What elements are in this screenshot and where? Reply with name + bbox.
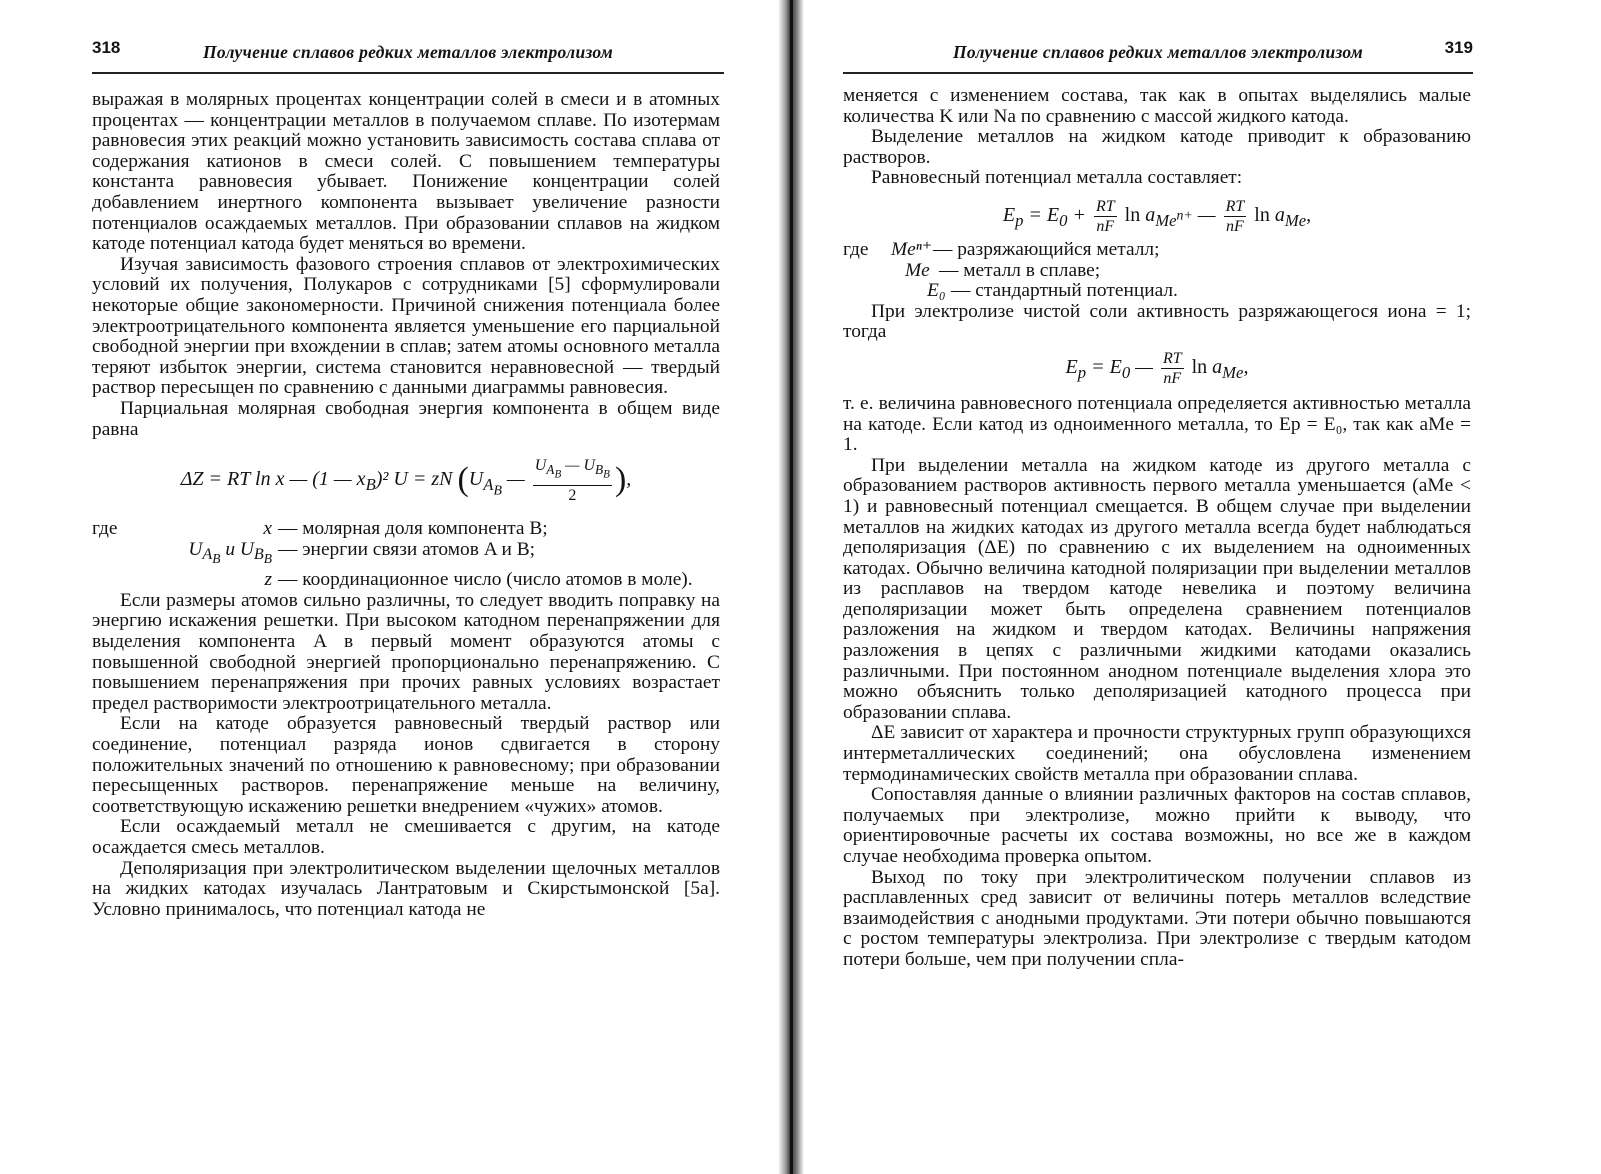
formula-1-part-a: ΔZ = RT ln x — (1 — x <box>180 468 366 491</box>
where-text-e0: — стандартный потенциал. <box>951 280 1178 302</box>
right-paragraph-5: т. е. величина равновесного потенциала определяется активностью металла на катоде. Если катод из одноименного металла, то Eр = E₀, так как aMe = 1. <box>843 392 1471 456</box>
right-paragraph-9: Выход по току при электролитическом получении сплавов из расплавленных сред зависит от величины потерь металлов вследствие взаимодействия с анодными продуктами. Эти потери обычно повышаются с ростом температуры электролиза. При электролизе с твердым катодом потери больше, чем при получении спла- <box>843 866 1471 970</box>
right-paragraph-8: Сопоставляя данные о влиянии различных факторов на состав сплавов, получаемых при электролизе, можно прийти к выводу, что ориентировочные расчеты их состава возможны, но все же в каждом случае необходима проверка опытом. <box>843 784 1471 867</box>
where-text-x: — молярная доля компонента B; <box>278 517 548 539</box>
right-paragraph-1: меняется с изменением состава, так как в опытах выделялись малые количества K или Na по сравнению с массой жидкого катода. <box>843 85 1471 127</box>
right-page-header <box>843 38 1473 74</box>
left-paragraph-1: выражая в молярных процентах концентрации солей в смеси и в атомных процентах — концентрации металлов в получаемом сплаве. По изотермам равновесия этих реакций можно установить зависимость состава сплава от содержания катионов в смеси солей. С повышением температуры константа равновесия убывает. Понижение концентрации солей добавлением инертного компонента вызывает увеличение разности потенциалов осаждаемых металлов. При образовании сплавов на жидком катоде потенциал катода будет меняться во времени. <box>92 89 720 255</box>
right-paragraph-6: При выделении металла на жидком катоде из другого металла с образованием растворов активность первого металла уменьшается (aMe < 1) и равновесный потенциал смещается. В общем случае при выделении металлов на жидких катодах из другого металла всегда будет наблюдаться деполяризация (ΔE) по сравнению с их выделением на одноименных катодах. Обычно величина катодной поляризации при выделении металлов из расплавов на твердом катоде невелика и поэтому величина деполяризации может быть определена сравнением потенциалов разложения на жидком и твердом катодах. Величины напряжения разложения в цепях с различными жидкими катодами оказались различными. При постоянном анодном потенциале выделения хлора это можно объяснить только деполяризацией катодного процесса при образовании сплава. <box>843 454 1471 723</box>
where-symbol-z: z <box>264 569 272 591</box>
right-where-label: где <box>843 238 869 260</box>
where-symbol-u: U <box>188 538 203 560</box>
left-page <box>0 0 790 1174</box>
gutter-shadow <box>790 0 793 1174</box>
left-page-number: 318 <box>92 38 121 57</box>
left-where-block: где x — молярная доля компонента B; $U_{A_B}$ и $U_{B_B}$ — энергии связи атомов A и B; z — координационное число (число атомов в моле). <box>92 519 720 591</box>
where-text-me: — металл в сплаве; <box>939 259 1101 281</box>
equilibrium-potential-formula: $E_p = E_0$ + $\frac{RT}{nF}$ $\ln a_{Me^{n+}}$ — $\frac{RT}{nF}$ $\ln a_{Me}$, <box>1002 197 1312 235</box>
left-paragraph-5: Если на катоде образуется равновесный твердый раствор или соединение, потенциал разряда ионов сдвигается в сторону положительных значений по отношению к равновесному; при образовании пересыщенных растворов. перенапряжение меньше на величину, соответствующую искажению решетки внедрением «чужих» атомов. <box>92 713 720 817</box>
left-paragraph-3: Парциальная молярная свободная энергия компонента в общем виде равна <box>92 397 720 440</box>
left-page-header <box>92 38 724 74</box>
formula-1-part-b: )² U = zN <box>375 468 453 491</box>
right-page <box>795 0 1601 1174</box>
pure-salt-potential-formula: $E_p = E_0$ — $\frac{RT}{nF}$ $\ln a_{Me}$, <box>1065 349 1249 387</box>
right-where-block <box>843 240 1471 302</box>
left-where-label: где <box>92 517 118 539</box>
left-paragraph-6: Если осаждаемый металл не смешивается с другим, на катоде осаждается смесь металлов. <box>92 816 720 858</box>
left-running-title: Получение сплавов редких металлов электролизом <box>202 42 614 62</box>
right-running-title: Получение сплавов редких металлов электролизом <box>952 42 1364 62</box>
left-paragraph-7: Деполяризация при электролитическом выделении щелочных металлов на жидких катодах изучалась Лантратовым и Скирстымонской [5а]. Условно принималось, что потенциал катода не <box>92 857 720 920</box>
left-paragraph-2: Изучая зависимость фазового строения сплавов от электрохимических условий их получения, Полукаров с сотрудниками [5] сформулировали некоторые общие закономерности. Причиной снижения потенциала более электроотрицательного компонента является уменьшение его парциальной свободной энергии при вхождении в сплав; затем атомы основного металла теряют избыток энергии, система становится неравновесной — твердый раствор пересыщен по сравнению с данными диаграммы равновесия. <box>92 253 720 399</box>
where-symbol-x: x <box>263 517 272 539</box>
right-page-body <box>843 86 1471 971</box>
where-symbol-men: Meⁿ⁺ <box>891 238 933 260</box>
right-page-number: 319 <box>1444 38 1473 57</box>
left-paragraph-4: Если размеры атомов сильно различны, то следует вводить поправку на энергию искажения решетки. При высоком катодном перенапряжении для выделения компонента A в первый момент образуются атомы с повышенной свободной энергией пропорционально перенапряжению. С повышением перенапряжения при прочих равных условиях возрастает предел растворимости электроотрицательного металла. <box>92 589 720 714</box>
right-paragraph-7: ΔE зависит от характера и прочности структурных групп образующихся интерметаллических соединений; она обусловлена изменением термодинамических свойств металла при образовании сплава. <box>843 722 1471 785</box>
where-text-men: — разряжающийся металл; <box>933 238 1160 260</box>
right-paragraph-3: Равновесный потенциал металла составляет: <box>871 167 1243 189</box>
where-text-z: — координационное число (число атомов в моле). <box>278 569 693 591</box>
right-paragraph-4: При электролизе чистой соли активность разряжающегося иона = 1; тогда <box>843 300 1471 343</box>
where-symbol-me: Me <box>905 259 930 281</box>
where-symbol-e0: E₀ <box>927 280 946 302</box>
right-paragraph-2: Выделение металлов на жидком катоде приводит к образованию растворов. <box>843 126 1471 168</box>
left-page-body <box>92 90 720 920</box>
where-text-u: — энергии связи атомов A и B; <box>278 538 536 560</box>
partial-energy-formula: ΔZ = RT ln x — (1 — $x_B)^2$ U = zN ($U_{A_B}$ — $\frac{U_{A_B} — U_{B_B}}{2}$ ), <box>180 457 632 504</box>
